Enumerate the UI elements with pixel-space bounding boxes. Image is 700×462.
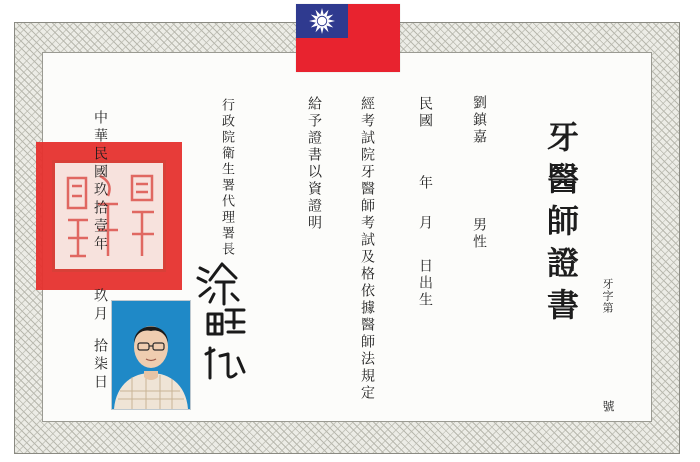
holder-portrait-photo (111, 300, 191, 410)
issue-date-line-1: 中華民國玖拾壹年 (92, 110, 108, 254)
portrait-figure (112, 301, 190, 409)
certificate-number-prefix: 牙字第 (601, 278, 614, 314)
birth-era: 民國 (417, 96, 433, 130)
issue-date-line-2: 玖月 (92, 288, 108, 324)
certification-statement-line-2: 給予證書以資證明 (306, 96, 322, 232)
holder-gender: 男性 (471, 217, 487, 251)
issue-date-line-3: 拾柒日 (92, 338, 108, 392)
certification-statement-line-1: 經考試院牙醫師考試及格依據醫師法規定 (359, 96, 375, 402)
white-sun-icon (309, 8, 335, 34)
certificate-number-suffix: 號 (601, 400, 615, 412)
issuing-official-title: 行政院衛生署代理署長 (219, 98, 234, 258)
holder-name: 劉鎮嘉 (471, 95, 487, 146)
certificate-title: 牙醫師證書 (542, 120, 580, 330)
handwritten-signature (194, 262, 250, 386)
seal-glyph-strokes (36, 142, 182, 290)
birth-day: 日出生 (417, 258, 433, 309)
official-seal (36, 142, 182, 290)
national-flag-icon (296, 4, 400, 72)
birth-month: 月 (417, 215, 433, 232)
birth-year: 年 (417, 175, 433, 192)
